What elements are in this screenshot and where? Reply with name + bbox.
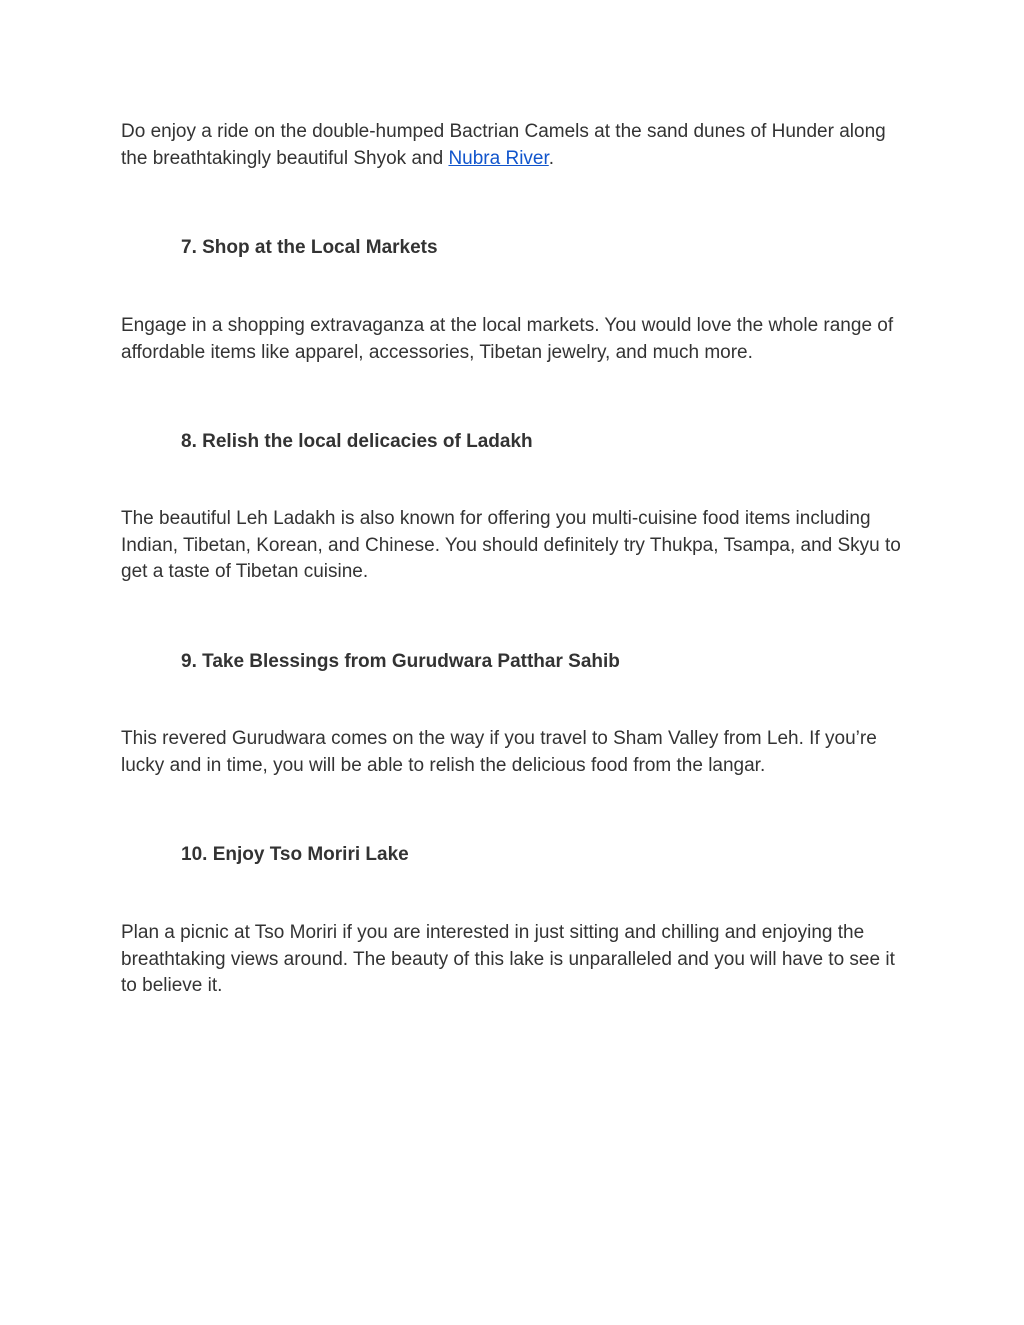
paragraph-shop-local-markets: Engage in a shopping extravaganza at the local markets. You would love the whole range of affordable items like apparel, accessories, Tibetan jewelry, and much more.: [121, 315, 894, 363]
paragraph-gurudwara-patthar-sahib: This revered Gurudwara comes on the way if you travel to Sham Valley from Leh. If you’re lucky and in time, you will be able to relish the delicious food from the langar.: [121, 728, 877, 776]
intro-text-before-link: Do enjoy a ride on the double-humped Bactrian Camels at the sand dunes of Hunder along the breathtakingly beautiful Shyok and: [121, 121, 886, 169]
nubra-river-link[interactable]: Nubra River: [448, 147, 549, 169]
heading-gurudwara-patthar-sahib: 9. Take Blessings from Gurudwara Patthar Sahib: [181, 651, 620, 672]
heading-shop-local-markets: 7. Shop at the Local Markets: [181, 237, 438, 258]
paragraph-local-delicacies: The beautiful Leh Ladakh is also known for offering you multi-cuisine food items including Indian, Tibetan, Korean, and Chinese. You should definitely try Thukpa, Tsampa, and Skyu to get a taste of Tibetan cuisine.: [121, 508, 901, 582]
paragraph-tso-moriri-lake: Plan a picnic at Tso Moriri if you are interested in just sitting and chilling and enjoying the breathtaking views around. The beauty of this lake is unparalleled and you will have to see it to believe it.: [121, 922, 895, 996]
intro-paragraph: [121, 119, 911, 172]
intro-text-after-link: .: [548, 147, 555, 169]
heading-tso-moriri-lake: 10. Enjoy Tso Moriri Lake: [181, 844, 409, 865]
heading-local-delicacies: 8. Relish the local delicacies of Ladakh: [181, 431, 533, 452]
